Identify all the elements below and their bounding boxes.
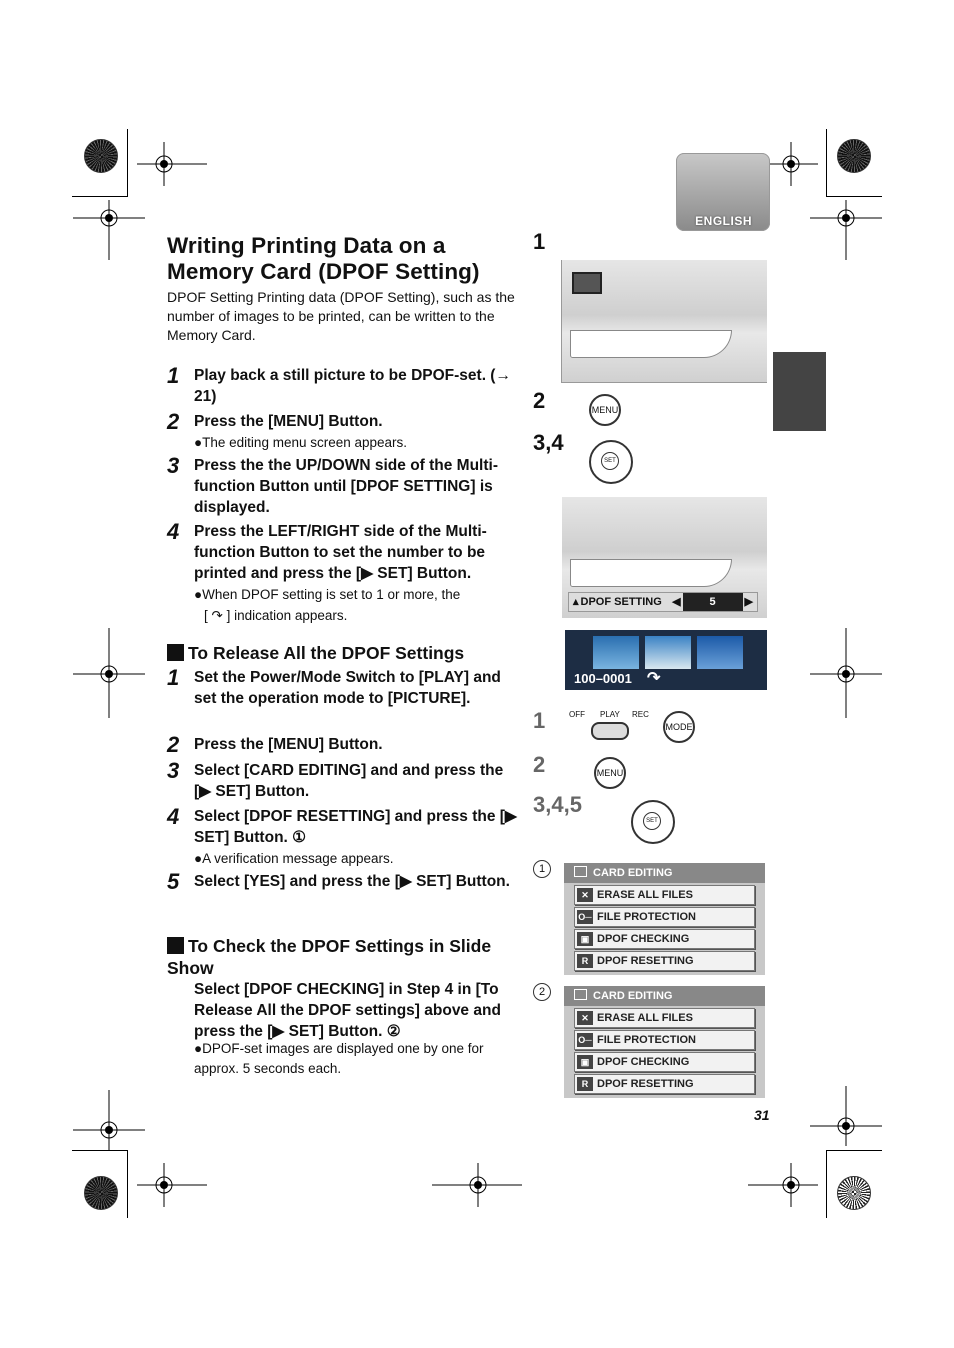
file-number: 100–0001 [574,671,632,686]
step-number: 2 [167,409,180,434]
crop-line [127,129,128,197]
slideshow-screen [565,630,767,690]
key-icon: O─ [578,1035,592,1045]
menu-item-dpof-resetting[interactable] [574,951,755,971]
thumbnail [697,636,743,669]
crosshair-mark [810,628,882,718]
menu-item-label: DPOF RESETTING [597,1078,694,1090]
dpof-value: 5 [683,593,743,611]
step-note: ●The editing menu screen appears. [194,435,408,450]
step-text: Play back a still picture to be DPOF-set. (→ 21) [194,367,511,405]
menu-header [564,863,765,883]
step-text: Select [DPOF CHECKING] in Step 4 in [To Release All the DPOF settings] above and press the [▶ SET] Button. ② [194,981,501,1040]
step-number: 3 [167,758,180,783]
step-text: Press the the UP/DOWN side of the Multi-function Button until [DPOF SETTING] is displayed. [194,457,498,516]
boat-image [570,330,732,358]
menu-button[interactable]: MENU [594,757,626,789]
figure-step-number: 1 [533,708,546,733]
registration-rosette [84,1176,118,1210]
dpof-reset-icon: R [577,1077,593,1091]
switch-off-label: OFF [569,710,585,719]
step-text: Press the LEFT/RIGHT side of the Multi-function Button to set the number to be printed and press the [▶ SET] Button. [194,523,487,582]
menu-item-dpof-checking[interactable] [574,1052,755,1072]
thumbnail [593,636,639,669]
step-number: 4 [167,804,180,829]
crosshair-mark [137,1163,207,1207]
dpof-reset-icon: R [577,954,593,968]
menu-item-file-protection[interactable] [574,1030,755,1050]
switch-rec-label: REC [632,710,649,719]
trash-icon: ✕ [577,888,593,902]
crosshair-mark [810,200,882,260]
heading-marker [167,644,184,661]
circled-number: 2 [533,983,551,1001]
trash-icon: ✕ [577,1011,593,1025]
figure-step-number: 2 [533,752,546,777]
slideshow-icon: ▣ [577,932,593,946]
step-number: 2 [167,732,180,757]
step-number: 1 [167,665,180,690]
card-editing-menu [564,986,765,1098]
registration-rosette [837,1176,871,1210]
step-text: Select [CARD EDITING] and and press the [▶ SET] Button. [194,762,504,800]
figure-step-number: 2 [533,388,546,413]
dpof-setting-label: DPOF SETTING [580,596,662,608]
step-text: Set the Power/Mode Switch to [PLAY] and set the operation mode to [PICTURE]. [194,669,501,707]
switch-slot [591,722,629,740]
heading-marker [167,937,184,954]
menu-header [564,986,765,1006]
registration-rosette [837,139,871,173]
crosshair-mark [137,142,207,186]
language-tab [676,153,770,231]
crop-line [826,1150,827,1218]
language-tab-label: ENGLISH [695,214,752,228]
camera-icon [572,272,602,294]
step-number: 1 [167,363,180,388]
menu-item-dpof-resetting[interactable] [574,1074,755,1094]
dpof-setting-bar [568,592,758,612]
step-text: Press the [MENU] Button. [194,736,383,753]
thumbnail [645,636,691,669]
crop-line [72,1150,128,1151]
menu-item-label: FILE PROTECTION [597,911,696,923]
step-note: [ ↷ ] indication appears. [204,608,348,623]
intro-text: DPOF Setting Printing data (DPOF Setting), such as the number of images to be printed, can be written to the Memory Card. [167,289,515,343]
section-heading-text: To Release All the DPOF Settings [188,643,465,663]
crosshair-mark [810,1086,882,1146]
page-title: Writing Printing Data on a Memory Card (DPOF Setting) [167,233,480,284]
card-editing-menu [564,863,765,975]
playback-photo [561,260,767,383]
crop-line [826,129,827,197]
boat-image [570,559,732,587]
page-number: 31 [754,1107,770,1123]
updown-icon: ▴ [573,596,579,608]
menu-item-file-protection[interactable] [574,907,755,927]
figure-step-number: 3,4 [533,430,564,455]
crop-line [127,1150,128,1218]
section-heading [167,935,519,979]
crosshair-mark [432,1163,522,1207]
dpof-setting-screen [562,497,767,618]
mode-button[interactable]: MODE [663,711,695,743]
crop-line [826,196,882,197]
menu-item-erase-all[interactable] [574,1008,755,1028]
card-icon [574,866,587,877]
section-heading-text: To Check the DPOF Settings in Slide Show [167,936,492,978]
menu-item-label: DPOF CHECKING [597,933,690,945]
multi-function-button[interactable] [631,800,675,844]
menu-header-text: CARD EDITING [593,990,673,1002]
set-button[interactable]: SET [643,812,661,830]
circled-number: 1 [533,860,551,878]
figure-step-number: 3,4,5 [533,792,582,817]
step-note: ●When DPOF setting is set to 1 or more, the [194,587,461,602]
switch-play-label: PLAY [600,710,620,719]
crosshair-mark [73,200,145,260]
side-section-tab [773,352,826,431]
slideshow-icon: ▣ [577,1055,593,1069]
menu-header-text: CARD EDITING [593,867,673,879]
menu-item-dpof-checking[interactable] [574,929,755,949]
step-number: 3 [167,453,180,478]
menu-item-label: DPOF CHECKING [597,1056,690,1068]
menu-item-label: ERASE ALL FILES [597,1012,693,1024]
right-arrow-icon: ▶ [744,596,753,608]
menu-item-erase-all[interactable] [574,885,755,905]
crop-line [826,1150,882,1151]
key-icon: O─ [578,912,592,922]
left-arrow-icon: ◀ [672,596,681,608]
step-text: Select [YES] and press the [▶ SET] Button. [194,873,510,890]
set-button[interactable]: SET [601,452,619,470]
crosshair-mark [73,628,145,718]
step-note: ●DPOF-set images are displayed one by one for approx. 5 seconds each. [194,1041,484,1076]
section-heading [167,642,519,664]
step-number: 4 [167,519,180,544]
crosshair-mark [73,1090,145,1150]
crop-line [72,196,128,197]
step-note: ●A verification message appears. [194,851,394,866]
step-text: Press the [MENU] Button. [194,413,383,430]
figure-step-number: 1 [533,229,546,254]
menu-button[interactable]: MENU [589,394,621,426]
step-text: Select [DPOF RESETTING] and press the [▶ SET] Button. ① [194,808,517,846]
menu-item-label: ERASE ALL FILES [597,889,693,901]
multi-function-button[interactable] [589,440,633,484]
step-number: 5 [167,869,180,894]
power-mode-switch[interactable] [569,710,653,742]
menu-item-label: DPOF RESETTING [597,955,694,967]
registration-rosette [84,139,118,173]
dpof-icon: ↷ [647,670,661,687]
card-icon [574,989,587,1000]
menu-item-label: FILE PROTECTION [597,1034,696,1046]
crosshair-mark [748,1163,818,1207]
